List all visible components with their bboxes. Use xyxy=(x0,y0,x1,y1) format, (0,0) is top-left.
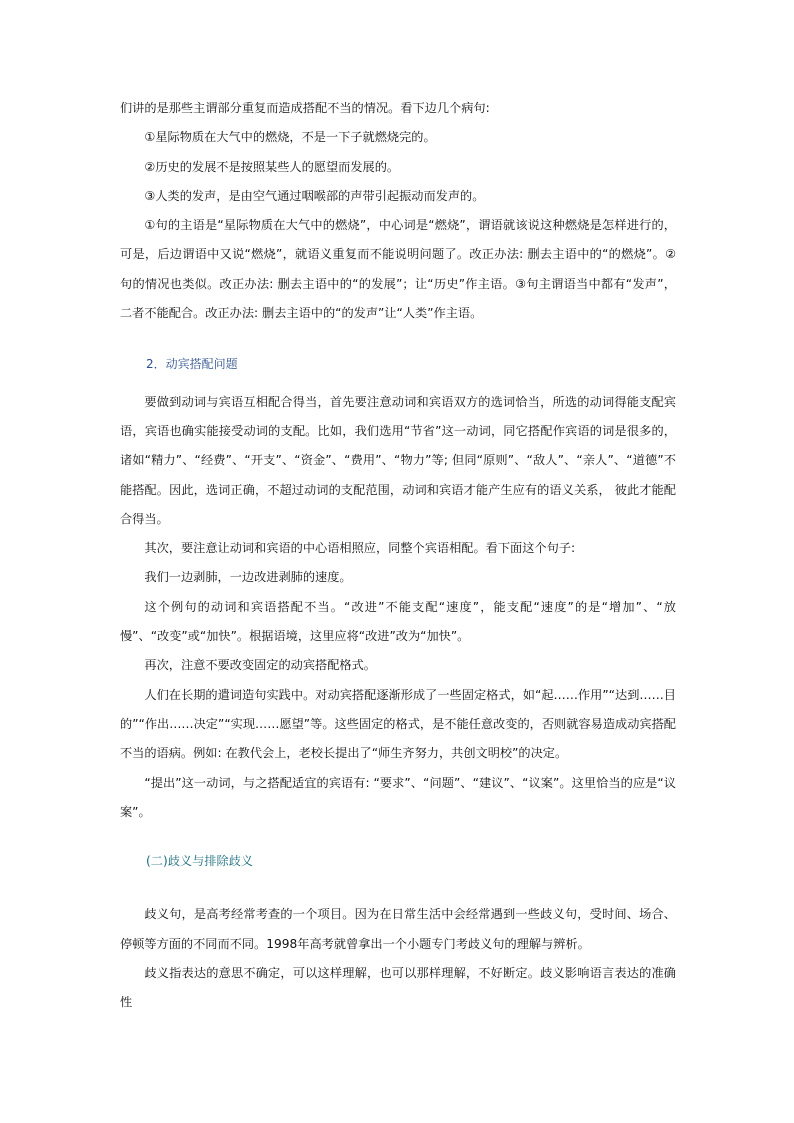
example-sentence-4: 我们一边剥肺，一边改进剥肺的速度。 xyxy=(144,570,352,585)
example-sentence-3: ③人类的发声，是由空气通过咽喉部的声带引起振动而发声的。 xyxy=(144,188,485,203)
example-sentence-2: ②历史的发展不是按照某些人的愿望而发展的。 xyxy=(144,159,400,174)
paragraph-verb-object-1: 要做到动词与宾语互相配合得当，首先要注意动词和宾语双方的选词恰当，所选的动词得能支配宾语，宾语也确实能接受动词的支配。比如，我们选用“节省”这一动词，同它搭配作宾语的词是很多的，诸如“精力”、“经费”、“开支”、“资金”、“费用”、“物力”等; 但同“原则”、“敌人”、“亲人”、“道德”不能搭配。因此，选词正确，不超过动词的支配范围，动词和宾语才能产生应有的语义关系， 彼此才能配合得当。 xyxy=(120,394,676,526)
document-body xyxy=(120,94,676,1018)
paragraph-verb-object-3: 这个例句的动词和宾语搭配不当。“改进”不能支配“速度”，能支配“速度”的是“增加”、“放慢”、“改变”或“加快”。根据语境，这里应将“改进”改为“加快”。 xyxy=(120,599,676,644)
paragraph-verb-object-5: 人们在长期的遣词造句实践中。对动宾搭配逐渐形成了一些固定格式，如“起……作用”“达到……目的”“作出……决定”“实现……愿望”等。这些固定的格式，是不能任意改变的，否则就容易造成动宾搭配不当的语病。例如: 在教代会上，老校长提出了“师生齐努力，共创文明校”的决定。 xyxy=(120,687,676,761)
paragraph-verb-object-2: 其次，要注意让动词和宾语的中心语相照应，同整个宾语相配。看下面这个句子: xyxy=(144,541,576,556)
paragraph-verb-object-6: “提出”这一动词，与之搭配适宜的宾语有: “要求”、“问题”、“建议”、“议案”。这里恰当的应是“议案”。 xyxy=(120,775,676,819)
paragraph-analysis: ①句的主语是“星际物质在大气中的燃烧”，中心词是“燃烧”，谓语就该说这种燃烧是怎样进行的，可是，后边谓语中又说“燃烧”，就语义重复而不能说明问题了。改正办法: 删去主语中的“的燃烧”。②句的情况也类似。改正办法: 删去主语中的“的发展”；让“历史”作主语。③句主谓语当中都有“发声”，二者不能配合。改正办法: 删去主语中的“的发声”让“人类”作主语。 xyxy=(120,218,676,321)
paragraph-ambiguity-2: 歧义指表达的意思不确定，可以这样理解，也可以那样理解，不好断定。歧义影响语言表达的准确性 xyxy=(120,966,676,1010)
paragraph-intro: 们讲的是那些主谓部分重复而造成搭配不当的情况。看下边几个病句: xyxy=(120,101,490,115)
example-sentence-1: ①星际物质在大气中的燃烧，不是一下子就燃烧完的。 xyxy=(144,130,436,145)
section-heading-ambiguity: (二)歧义与排除歧义 xyxy=(146,854,254,869)
subheading-verb-object: 2．动宾搭配问题 xyxy=(146,357,238,372)
paragraph-verb-object-4: 再次，注意不要改变固定的动宾搭配格式。 xyxy=(144,658,376,673)
paragraph-ambiguity-1: 歧义句，是高考经常考查的一个项目。因为在日常生活中会经常遇到一些歧义句，受时间、场合、停顿等方面的不同而不同。1998年高考就曾拿出一个小题专门考歧义句的理解与辨析。 xyxy=(120,907,676,951)
